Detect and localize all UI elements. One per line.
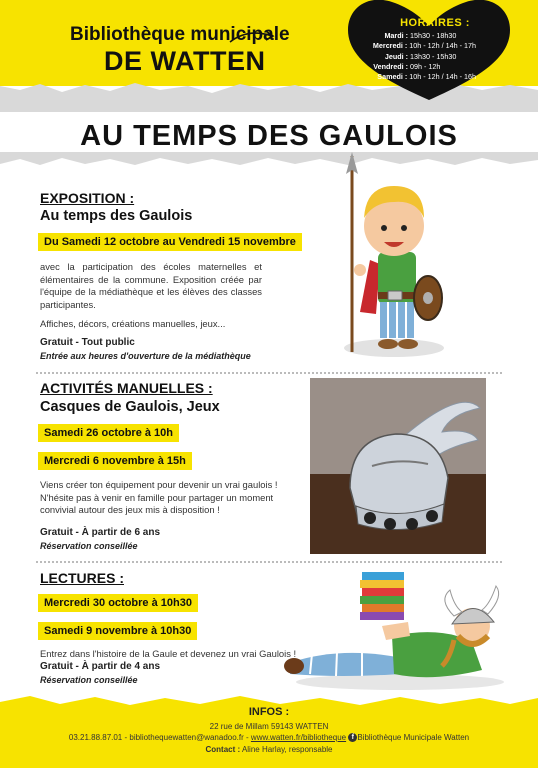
activites-note: Réservation conseillée xyxy=(40,541,138,551)
hours-day: Vendredi : xyxy=(373,61,408,71)
hours-row xyxy=(356,41,476,51)
exposition-free: Gratuit - Tout public xyxy=(40,337,135,348)
exposition-note: Entrée aux heures d'ouverture de la médiathèque xyxy=(40,351,251,361)
hours-day: Samedi : xyxy=(377,72,408,82)
library-name: Bibliothèque municipale xyxy=(70,24,290,45)
lectures-date-1: Mercredi 30 octobre à 10h30 xyxy=(38,594,198,612)
hours-time: 10h - 12h / 14h - 16h xyxy=(409,72,476,82)
exposition-dates: Du Samedi 12 octobre au Vendredi 15 novembre xyxy=(38,233,302,251)
activites-date-1: Samedi 26 octobre à 10h xyxy=(38,424,179,442)
arrow-icon xyxy=(226,26,276,48)
section-divider xyxy=(36,372,502,374)
lectures-heading: LECTURES : xyxy=(40,570,124,586)
activites-date-2: Mercredi 6 novembre à 15h xyxy=(38,452,192,470)
infos-contact-line xyxy=(0,733,538,742)
infos-responsible xyxy=(0,745,538,754)
infos-title: INFOS : xyxy=(248,706,290,718)
hours-time: 09h - 12h xyxy=(410,61,441,71)
infos-address: 22 rue de Millam 59143 WATTEN xyxy=(209,722,329,731)
gaulois-helmet-photo xyxy=(310,378,486,554)
contact-value: Aline Harlay, responsable xyxy=(241,745,333,754)
hours-day: Jeudi : xyxy=(384,51,408,61)
hours-day: Mardi : xyxy=(384,31,408,40)
hours-list xyxy=(356,31,476,82)
main-title: AU TEMPS DES GAULOIS xyxy=(80,120,458,152)
hours-time: 15h30 - 18h30 xyxy=(410,31,457,40)
activites-heading: ACTIVITÉS MANUELLES : xyxy=(40,380,213,396)
activites-description: Viens créer ton équipement pour devenir un vrai gaulois ! N'hésite pas à venir en famille pour partager un moment convivial autour des jeux mis à disposition ! xyxy=(40,479,278,515)
gaulois-boy-illustration xyxy=(330,152,450,362)
hours-row xyxy=(356,52,476,62)
lectures-note: Réservation conseillée xyxy=(40,675,138,685)
hours-row xyxy=(356,31,476,41)
section-divider xyxy=(36,561,502,563)
hours-title: HORAIRES : xyxy=(400,17,470,29)
hours-row xyxy=(356,72,476,82)
contact-label: Contact : xyxy=(205,745,241,754)
website-link[interactable]: www.watten.fr/bibliotheque xyxy=(250,733,347,742)
activites-subtitle: Casques de Gaulois, Jeux xyxy=(40,399,220,415)
exposition-heading: EXPOSITION : xyxy=(40,190,135,206)
lectures-date-2: Samedi 9 novembre à 10h30 xyxy=(38,622,197,640)
torn-paper-bottom xyxy=(0,152,538,174)
activites-free: Gratuit - À partir de 6 ans xyxy=(40,527,161,538)
exposition-subtitle: Au temps des Gaulois xyxy=(40,208,193,224)
hours-row xyxy=(356,62,476,72)
library-town: DE WATTEN xyxy=(104,46,266,76)
hours-time: 10h - 12h / 14h - 17h xyxy=(409,41,476,51)
facebook-page-link[interactable]: Bibliothèque Municipale Watten xyxy=(357,733,470,742)
hours-day: Mercredi : xyxy=(372,41,408,51)
exposition-description: avec la participation des écoles maternelles et élémentaires de la commune. Exposition créée par l'équipe de la médiathèque et les élèves des classes participantes. xyxy=(40,261,262,310)
hours-time: 13h30 - 15h30 xyxy=(410,51,457,61)
facebook-icon: f xyxy=(348,733,357,742)
exposition-description-2: Affiches, décors, créations manuelles, jeux... xyxy=(40,318,226,329)
infos-phone-email: 03.21.88.87.01 - bibliothequewatten@wanadoo.fr - xyxy=(68,733,249,742)
lectures-free: Gratuit - À partir de 4 ans xyxy=(40,661,161,672)
gaulois-reading-illustration xyxy=(282,566,512,694)
lectures-description: Entrez dans l'histoire de la Gaule et devenez un vrai Gaulois ! xyxy=(40,648,297,659)
